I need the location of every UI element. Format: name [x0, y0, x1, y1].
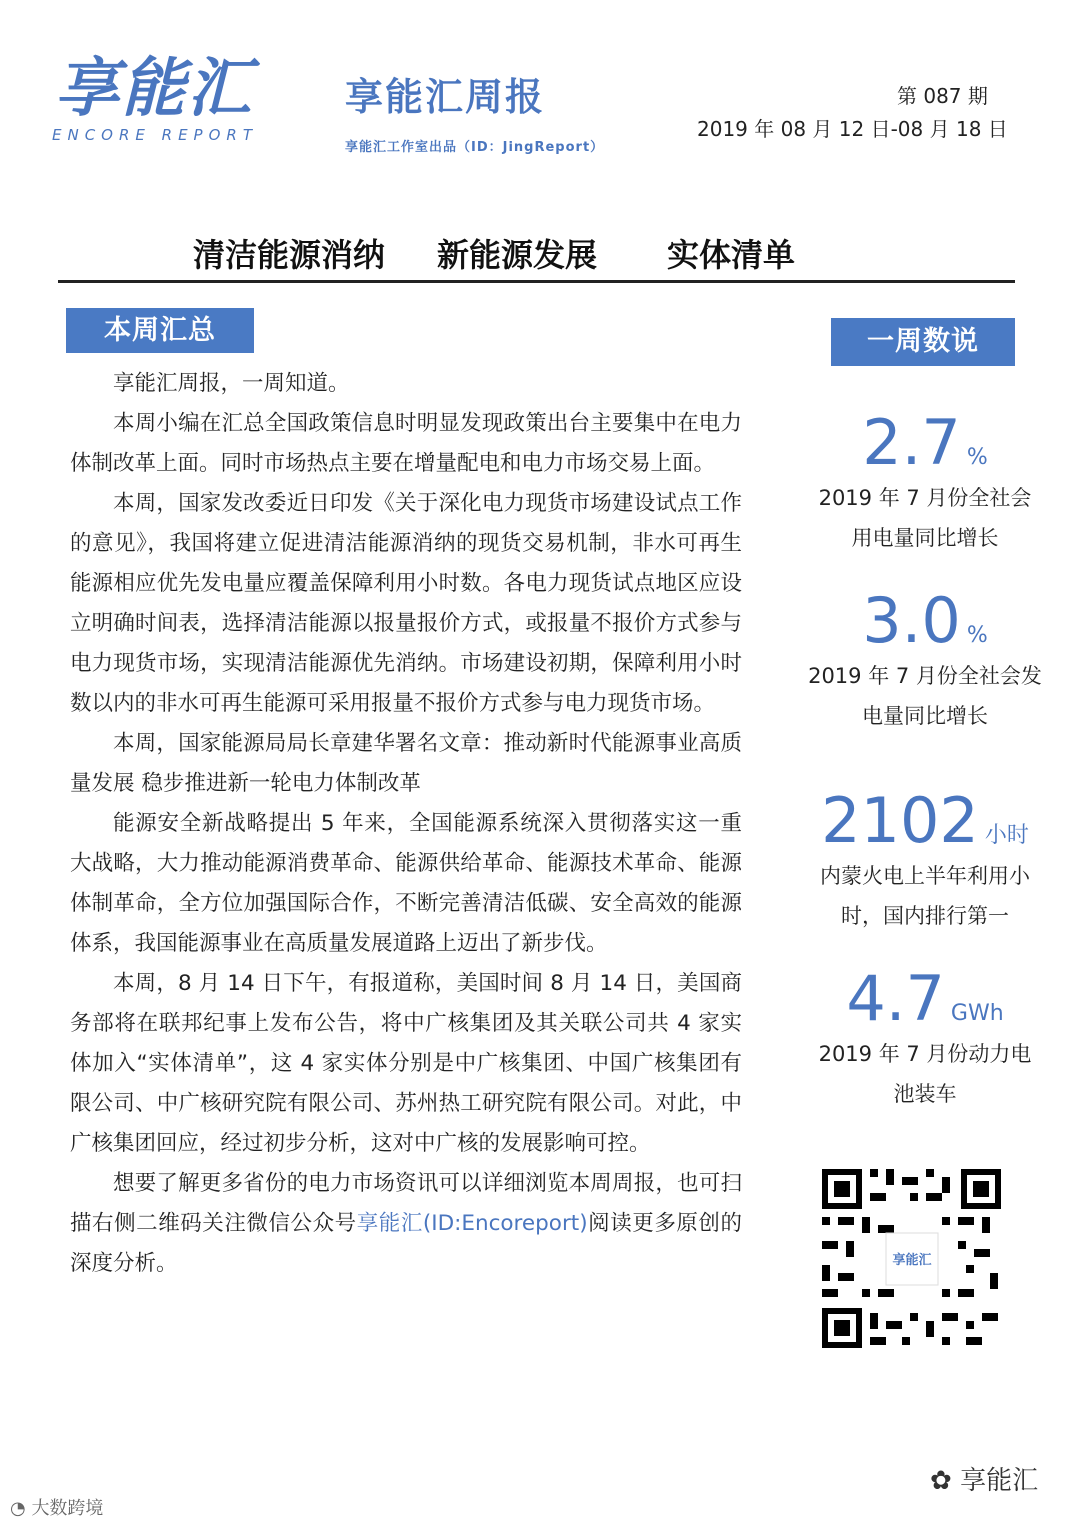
- paragraph-3: 本周，国家发改委近日印发《关于深化电力现货市场建设试点工作的意见》，我国将建立促进清洁能源消纳的现货交易机制，非水可再生能源相应优先发电量应覆盖保障利用小时数。各电力现货试点地区应设立明确时间表，选择清洁能源以报量报价方式，或报量不报价方式参与电力现货市场，实现清洁能源优先消纳。市场建设初期，保障利用小时数以内的非水可再生能源可采用报量不报价方式参与电力现货市场。: [70, 491, 742, 716]
- section-label-weekly-numbers: 一周数说: [831, 318, 1015, 366]
- section-label-weekly-summary: 本周汇总: [66, 308, 254, 353]
- stat-card: [800, 586, 1050, 736]
- wechat-icon: ✿: [930, 1466, 961, 1496]
- brand-logo: 享能汇: [55, 52, 253, 126]
- paragraph-1: 享能汇周报，一周知道。: [113, 371, 350, 396]
- paragraph-4: 本周，国家能源局局长章建华署名文章：推动新时代能源事业高质量发展 稳步推进新一轮电力体制改革: [70, 731, 742, 796]
- publication-title: 享能汇周报: [345, 75, 546, 119]
- stat-description: 池装车: [893, 1082, 957, 1106]
- stat-value: 2102: [821, 784, 979, 857]
- stat-description: 2019 年 7 月份全社会发: [808, 664, 1042, 688]
- closing-text: 想要了解更多省份的电力市场资讯可以详细浏览本周周报，也可扫描右侧二维码关注微信公众号: [70, 1171, 742, 1236]
- stat-card: [800, 408, 1050, 558]
- brand-logo-subtitle: ENCORE REPORT: [52, 126, 258, 144]
- wechat-name-text: 享能汇: [960, 1466, 1039, 1496]
- issue-dates: 2019 年 08 月 12 日-08 月 18 日: [697, 117, 1008, 141]
- topic-1: 清洁能源消纳: [193, 236, 386, 274]
- wechat-account-link[interactable]: 享能汇(ID:Encoreport): [356, 1211, 588, 1236]
- paragraph-closing: [70, 1164, 742, 1284]
- topic-headline: [0, 230, 1080, 274]
- summary-body: [70, 364, 742, 1284]
- stat-description: 2019 年 7 月份动力电: [818, 1042, 1032, 1066]
- wechat-account-name: [930, 1460, 1038, 1497]
- paragraph-2: 本周小编在汇总全国政策信息时明显发现政策出台主要集中在电力体制改革上面。同时市场热点主要在增量配电和电力市场交易上面。: [70, 411, 742, 476]
- stat-description: 时，国内排行第一: [841, 904, 1009, 928]
- topic-3: 实体清单: [667, 236, 796, 274]
- headline-divider: [58, 280, 1015, 283]
- stat-description: 电量同比增长: [862, 704, 988, 728]
- stat-description: 内蒙火电上半年利用小: [820, 864, 1030, 888]
- stat-value: 2.7: [862, 406, 961, 479]
- stat-unit: %: [966, 623, 988, 648]
- publication-subtitle: 享能汇工作室出品（ID：JingReport）: [345, 140, 605, 155]
- stat-description: 2019 年 7 月份全社会: [818, 486, 1032, 510]
- qr-center-logo: 享能汇: [892, 1253, 932, 1268]
- stat-value: 3.0: [862, 584, 961, 657]
- watermark-text: 大数跨境: [31, 1498, 104, 1519]
- watermark: [10, 1494, 103, 1520]
- stat-card: [800, 964, 1050, 1114]
- topic-2: 新能源发展: [437, 236, 598, 274]
- stat-unit: GWh: [950, 1001, 1004, 1026]
- paragraph-5: 能源安全新战略提出 5 年来，全国能源系统深入贯彻落实这一重大战略，大力推动能源消费革命、能源供给革命、能源技术革命、能源体制革命，全方位加强国际合作，不断完善清洁低碳、安全高效的能源体系，我国能源事业在高质量发展道路上迈出了新步伐。: [70, 811, 742, 956]
- qr-code[interactable]: [818, 1165, 1005, 1352]
- stat-description: 用电量同比增长: [851, 526, 999, 550]
- paragraph-6: 本周，8 月 14 日下午，有报道称，美国时间 8 月 14 日，美国商务部将在联邦纪事上发布公告，将中广核集团及其关联公司共 4 家实体加入“实体清单”，这 4 家实体分别是中广核集团、中国广核集团有限公司、中广核研究院有限公司、苏州热工研究院有限公司。对此，中广核集团回应，经过初步分析，这对中广核的发展影响可控。: [70, 971, 742, 1156]
- stat-unit: %: [966, 445, 988, 470]
- stat-value: 4.7: [846, 962, 945, 1035]
- issue-number: 第 087 期: [897, 84, 988, 108]
- stat-card: [800, 786, 1050, 936]
- closing-text-end: 阅读更多原创的深度分析。: [70, 1211, 742, 1276]
- stat-unit: 小时: [984, 823, 1029, 848]
- watermark-icon: ◔: [10, 1498, 32, 1519]
